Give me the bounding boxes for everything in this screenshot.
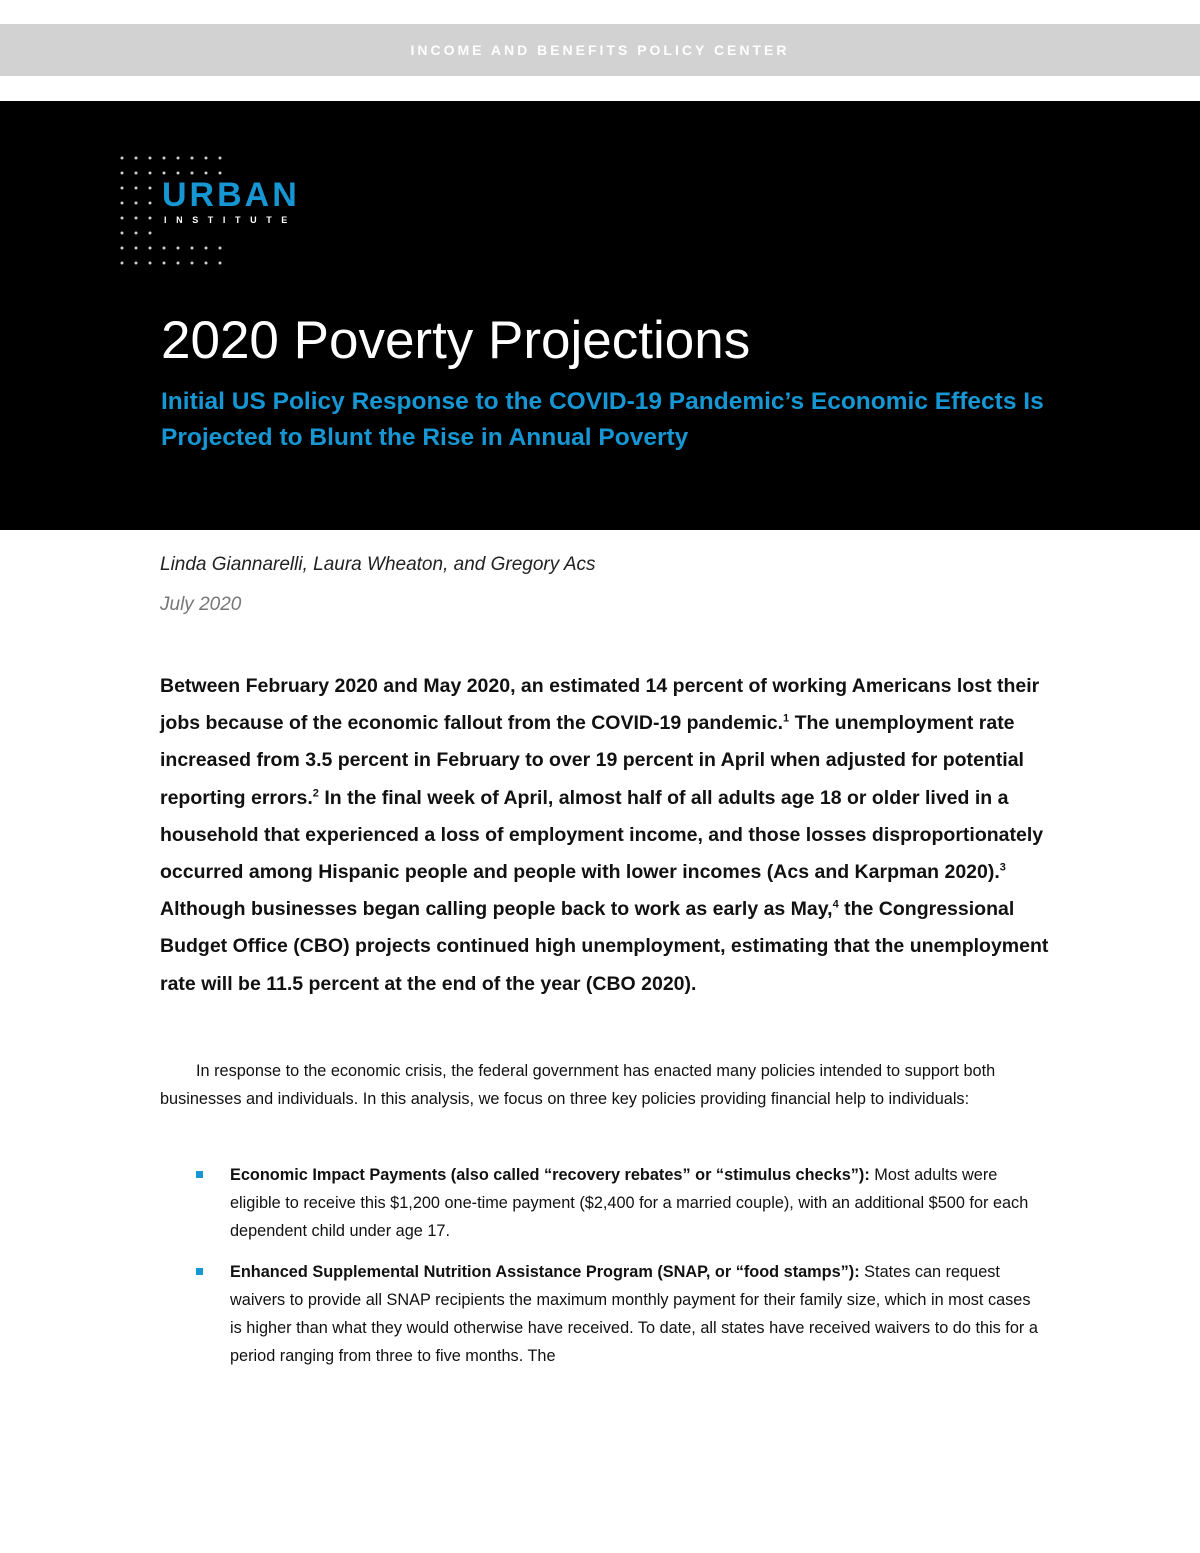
logo-dot [205, 172, 208, 175]
logo-dot [163, 262, 166, 265]
list-item-text: Most adults were eligible to receive this $1,200 one-time payment ($2,400 for a married couple), with an additional $500 for each dependent child under age 17. [230, 1166, 1029, 1240]
logo-dot [121, 187, 124, 190]
policy-list [194, 1161, 1044, 1383]
authors: Linda Giannarelli, Laura Wheaton, and Gregory Acs [160, 554, 596, 575]
logo-dot [177, 157, 180, 160]
logo-dot [177, 262, 180, 265]
lead-sentence: Between February 2020 and May 2020, an estimated 14 percent of working Americans lost their jobs because of the economic fallout from the COVID-19 pandemic. [160, 675, 1040, 735]
logo-dot [163, 172, 166, 175]
footnote-ref[interactable]: 3 [999, 861, 1006, 874]
logo-dot [135, 172, 138, 175]
logo-dot [135, 247, 138, 250]
logo-dot [135, 217, 138, 220]
logo-dot [219, 172, 222, 175]
page-subtitle: Initial US Policy Response to the COVID-19 Pandemic’s Economic Effects Is Projected to Blunt the Rise in Annual Poverty [161, 388, 1044, 451]
lead-sentence: The unemployment rate increased from 3.5 percent in February to over 19 percent in April when adjusted for potential reporting errors. [160, 712, 1024, 809]
logo-dot [149, 217, 152, 220]
logo-dot [177, 172, 180, 175]
intro-paragraph: In response to the economic crisis, the federal government has enacted many policies intended to support both businesses and individuals. In this analysis, we focus on three key policies providing financial help to individuals: [160, 1062, 996, 1108]
logo-dot [135, 187, 138, 190]
list-item [194, 1161, 1044, 1245]
logo-dot [121, 172, 124, 175]
center-name: INCOME AND BENEFITS POLICY CENTER [410, 42, 790, 58]
logo-dot [149, 232, 152, 235]
logo-subtitle: INSTITUTE [164, 215, 297, 225]
footnote-ref[interactable]: 4 [832, 898, 839, 911]
logo-dot [219, 247, 222, 250]
logo-dot [177, 247, 180, 250]
list-item [194, 1258, 1044, 1370]
logo-dot [135, 232, 138, 235]
logo-dot [149, 157, 152, 160]
bullet-square-icon [196, 1268, 203, 1275]
logo-dot [191, 262, 194, 265]
logo-dot [205, 157, 208, 160]
logo-dot [219, 262, 222, 265]
logo-dot [163, 247, 166, 250]
page-title: 2020 Poverty Projections [161, 311, 751, 370]
list-item-term: Economic Impact Payments (also called “recovery rebates” or “stimulus checks”): [230, 1166, 870, 1184]
publication-date: July 2020 [160, 594, 242, 615]
logo-dot [191, 172, 194, 175]
urban-institute-logo [118, 154, 318, 270]
logo-dot [121, 217, 124, 220]
logo-dot [205, 247, 208, 250]
footnote-ref[interactable]: 2 [312, 787, 319, 800]
logo-dot [135, 157, 138, 160]
list-item-text: States can request waivers to provide all SNAP recipients the maximum monthly payment for their family size, which in most cases is higher than what they would otherwise have received. To date, all states have received waivers to do this for a period ranging from three to five months. The [230, 1263, 1038, 1365]
logo-dot [149, 187, 152, 190]
logo-dot [135, 202, 138, 205]
list-item-term: Enhanced Supplemental Nutrition Assistance Program (SNAP, or “food stamps”): [230, 1263, 860, 1281]
hero-banner [0, 101, 1200, 530]
logo-dot [191, 157, 194, 160]
logo-wordmark: URBAN [162, 176, 300, 214]
center-banner [0, 24, 1200, 76]
logo-dot [121, 232, 124, 235]
logo-dot [121, 247, 124, 250]
logo-dot [219, 157, 222, 160]
logo-dot [149, 247, 152, 250]
logo-dot [205, 262, 208, 265]
bullet-square-icon [196, 1171, 203, 1178]
logo-dot [191, 247, 194, 250]
lead-sentence: Although businesses began calling people back to work as early as May, [160, 898, 833, 921]
logo-dot [121, 157, 124, 160]
logo-dot [121, 202, 124, 205]
logo-dot [121, 262, 124, 265]
logo-dot [149, 202, 152, 205]
lead-sentence: the Congressional Budget Office (CBO) projects continued high unemployment, estimating that the unemployment rate will be 11.5 percent at the end of the year (CBO 2020). [160, 898, 1049, 995]
lead-sentence: In the final week of April, almost half of all adults age 18 or older lived in a household that experienced a loss of employment income, and those losses disproportionately occurred among Hispanic people and people with lower incomes (Acs and Karpman 2020). [160, 786, 1044, 884]
footnote-ref[interactable]: 1 [783, 712, 790, 725]
lead-paragraph [160, 668, 1060, 1003]
logo-dot [149, 262, 152, 265]
logo-dot [149, 172, 152, 175]
logo-dot [135, 262, 138, 265]
logo-dot [163, 157, 166, 160]
